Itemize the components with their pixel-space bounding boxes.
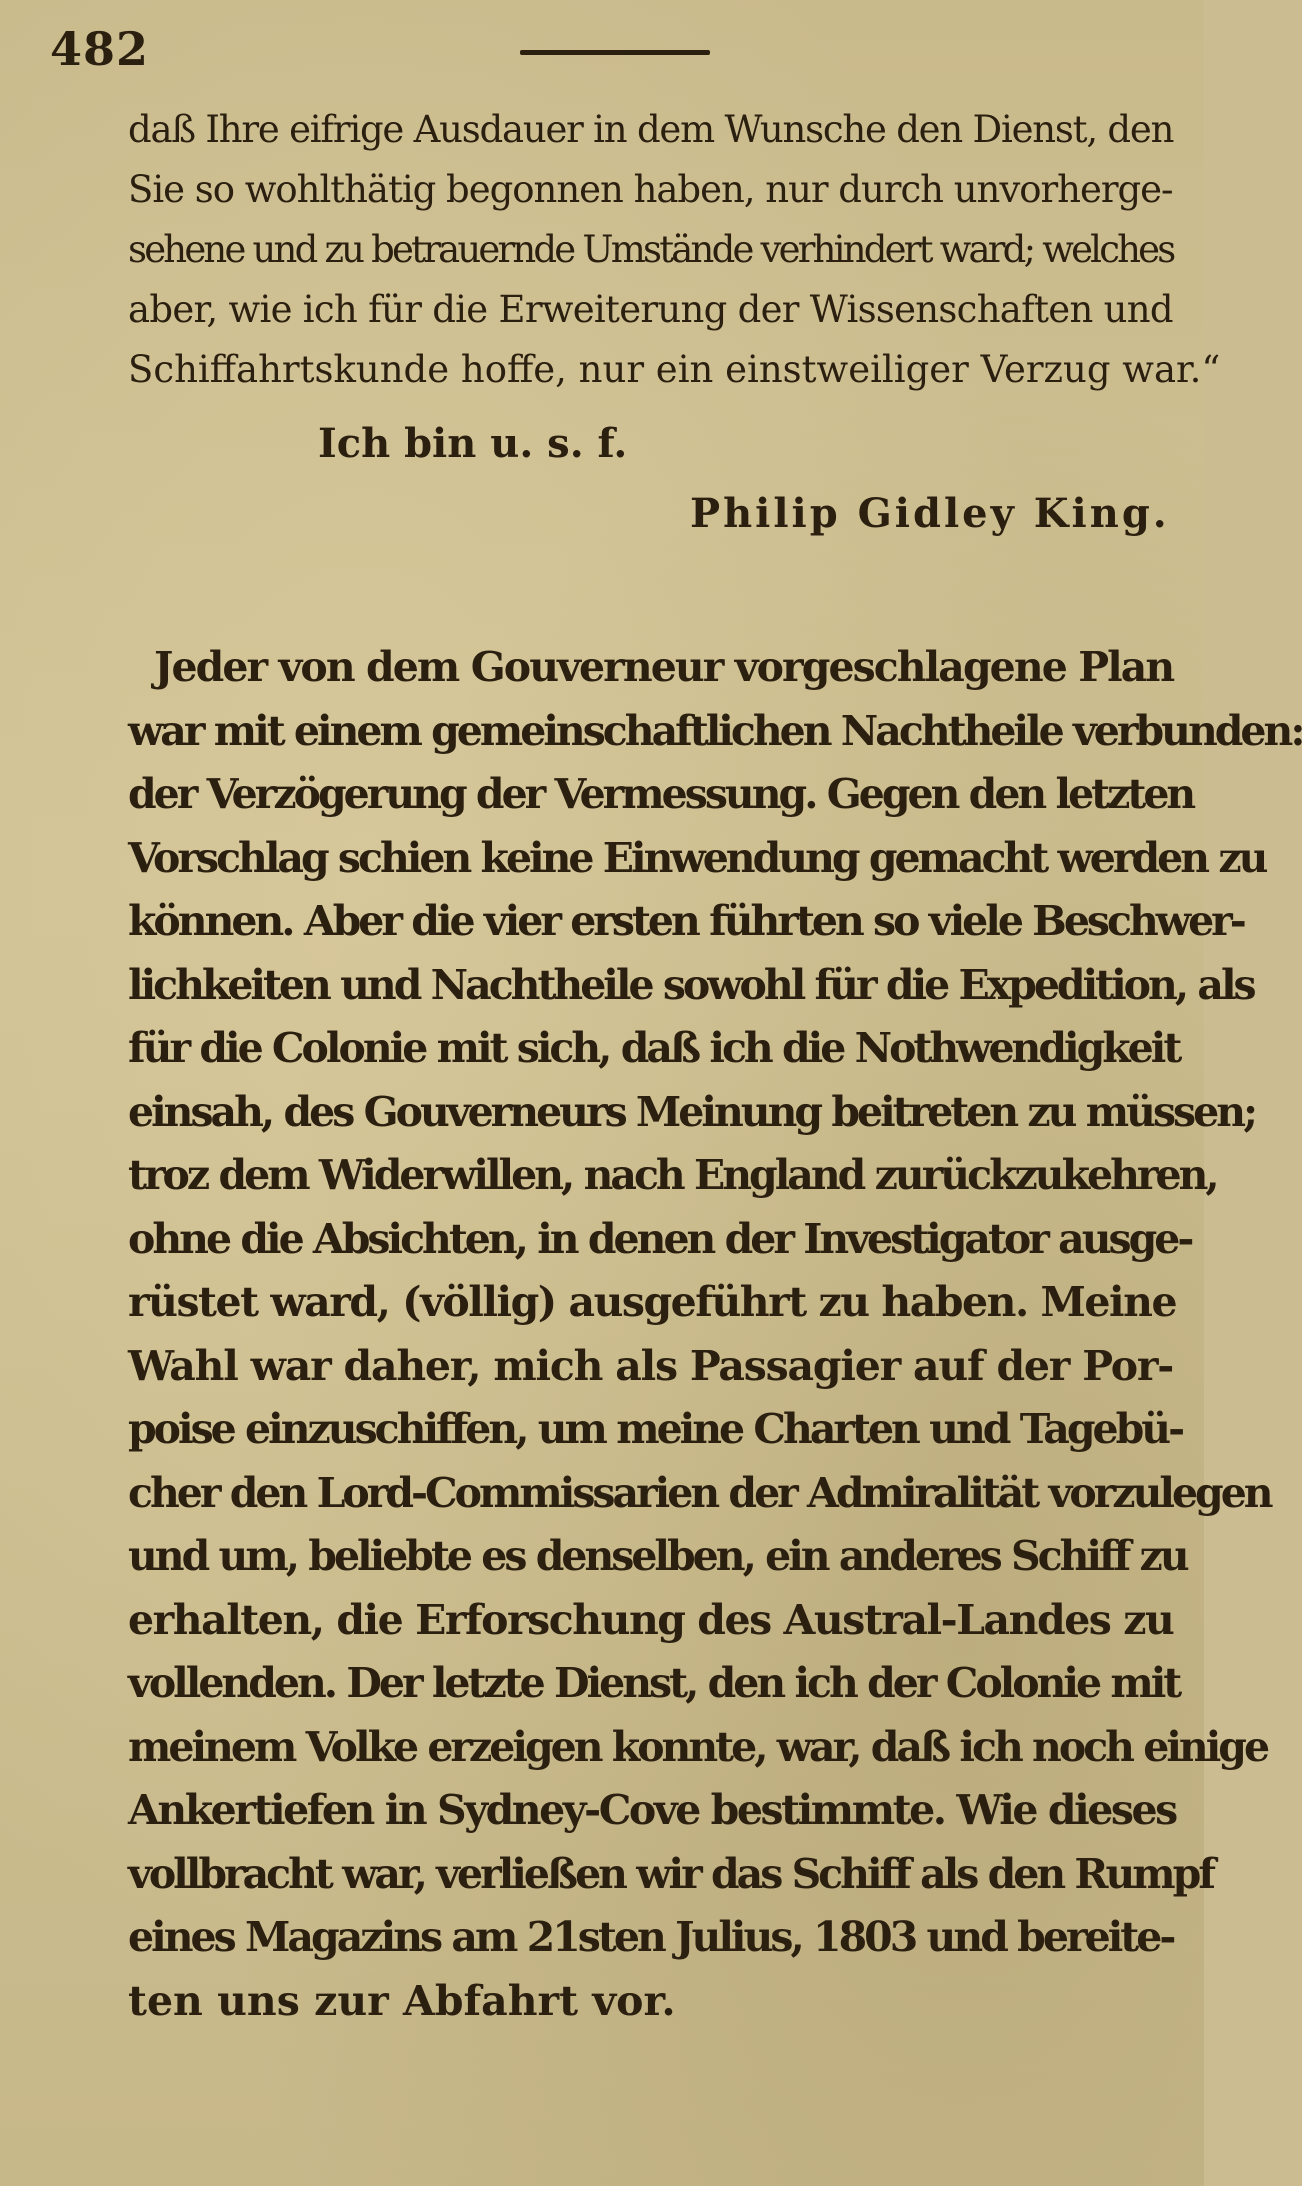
- body-line: cher den Lord-Commissarien der Admiralität vorzulegen: [128, 1468, 1271, 1517]
- body-line: ten uns zur Abfahrt vor.: [128, 1976, 676, 2025]
- body-line: erhalten, die Erforschung des Austral-Landes zu: [128, 1595, 1174, 1644]
- body-line: können. Aber die vier ersten führten so viele Beschwer-: [128, 897, 1244, 945]
- body-line: für die Colonie mit sich, daß ich die Nothwendigkeit: [128, 1024, 1180, 1072]
- letter-signature: Philip Gidley King.: [690, 490, 1170, 537]
- body-line: Ankertiefen in Sydney-Cove bestimmte. Wie dieses: [128, 1786, 1176, 1834]
- body-line: und um, beliebte es denselben, ein anderes Schiff zu: [128, 1532, 1187, 1580]
- body-line: vollenden. Der letzte Dienst, den ich der Colonie mit: [128, 1659, 1180, 1707]
- body-line: Vorschlag schien keine Einwendung gemacht werden zu: [128, 833, 1266, 882]
- body-line: poise einzuschiffen, um meine Charten und Tagebü-: [128, 1405, 1183, 1453]
- header-rule: [520, 50, 710, 55]
- body-line: eines Magazins am 21sten Julius, 1803 und bereite-: [128, 1913, 1174, 1961]
- letter-line: aber, wie ich für die Erweiterung der Wissenschaften und: [128, 288, 1173, 331]
- body-line: Wahl war daher, mich als Passagier auf der Por-: [128, 1341, 1174, 1390]
- body-line: troz dem Widerwillen, nach England zurückzukehren,: [128, 1151, 1217, 1199]
- body-line: war mit einem gemeinschaftlichen Nachtheile verbunden:: [128, 706, 1302, 755]
- body-line: Jeder von dem Gouverneur vorgeschlagene Plan: [154, 643, 1174, 691]
- body-line: meinem Volke erzeigen konnte, war, daß ich noch einige: [128, 1722, 1268, 1771]
- body-line: vollbracht war, verließen wir das Schiff als den Rumpf: [128, 1849, 1213, 1898]
- body-line: ohne die Absichten, in denen der Investigator ausge-: [128, 1214, 1192, 1263]
- body-line: rüstet ward, (völlig) ausgeführt zu haben. Meine: [128, 1278, 1177, 1326]
- body-line: der Verzögerung der Vermessung. Gegen den letzten: [128, 770, 1194, 818]
- body-line: lichkeiten und Nachtheile sowohl für die Expedition, als: [128, 960, 1254, 1009]
- letter-line: Schiffahrtskunde hoffe, nur ein einstweiliger Verzug war.“: [128, 348, 1221, 391]
- letter-line: sehene und zu betrauernde Umstände verhindert ward; welches: [128, 228, 1174, 271]
- letter-line: Sie so wohlthätig begonnen haben, nur durch unvorherge-: [128, 168, 1173, 211]
- body-line: einsah, des Gouverneurs Meinung beitreten zu müssen;: [128, 1087, 1256, 1136]
- page-number: 482: [50, 22, 150, 76]
- letter-line: daß Ihre eifrige Ausdauer in dem Wunsche den Dienst, den: [128, 108, 1174, 151]
- letter-closing: Ich bin u. s. f.: [318, 420, 628, 467]
- body-paragraph: [128, 636, 1302, 2033]
- letter-quote: [128, 100, 1221, 400]
